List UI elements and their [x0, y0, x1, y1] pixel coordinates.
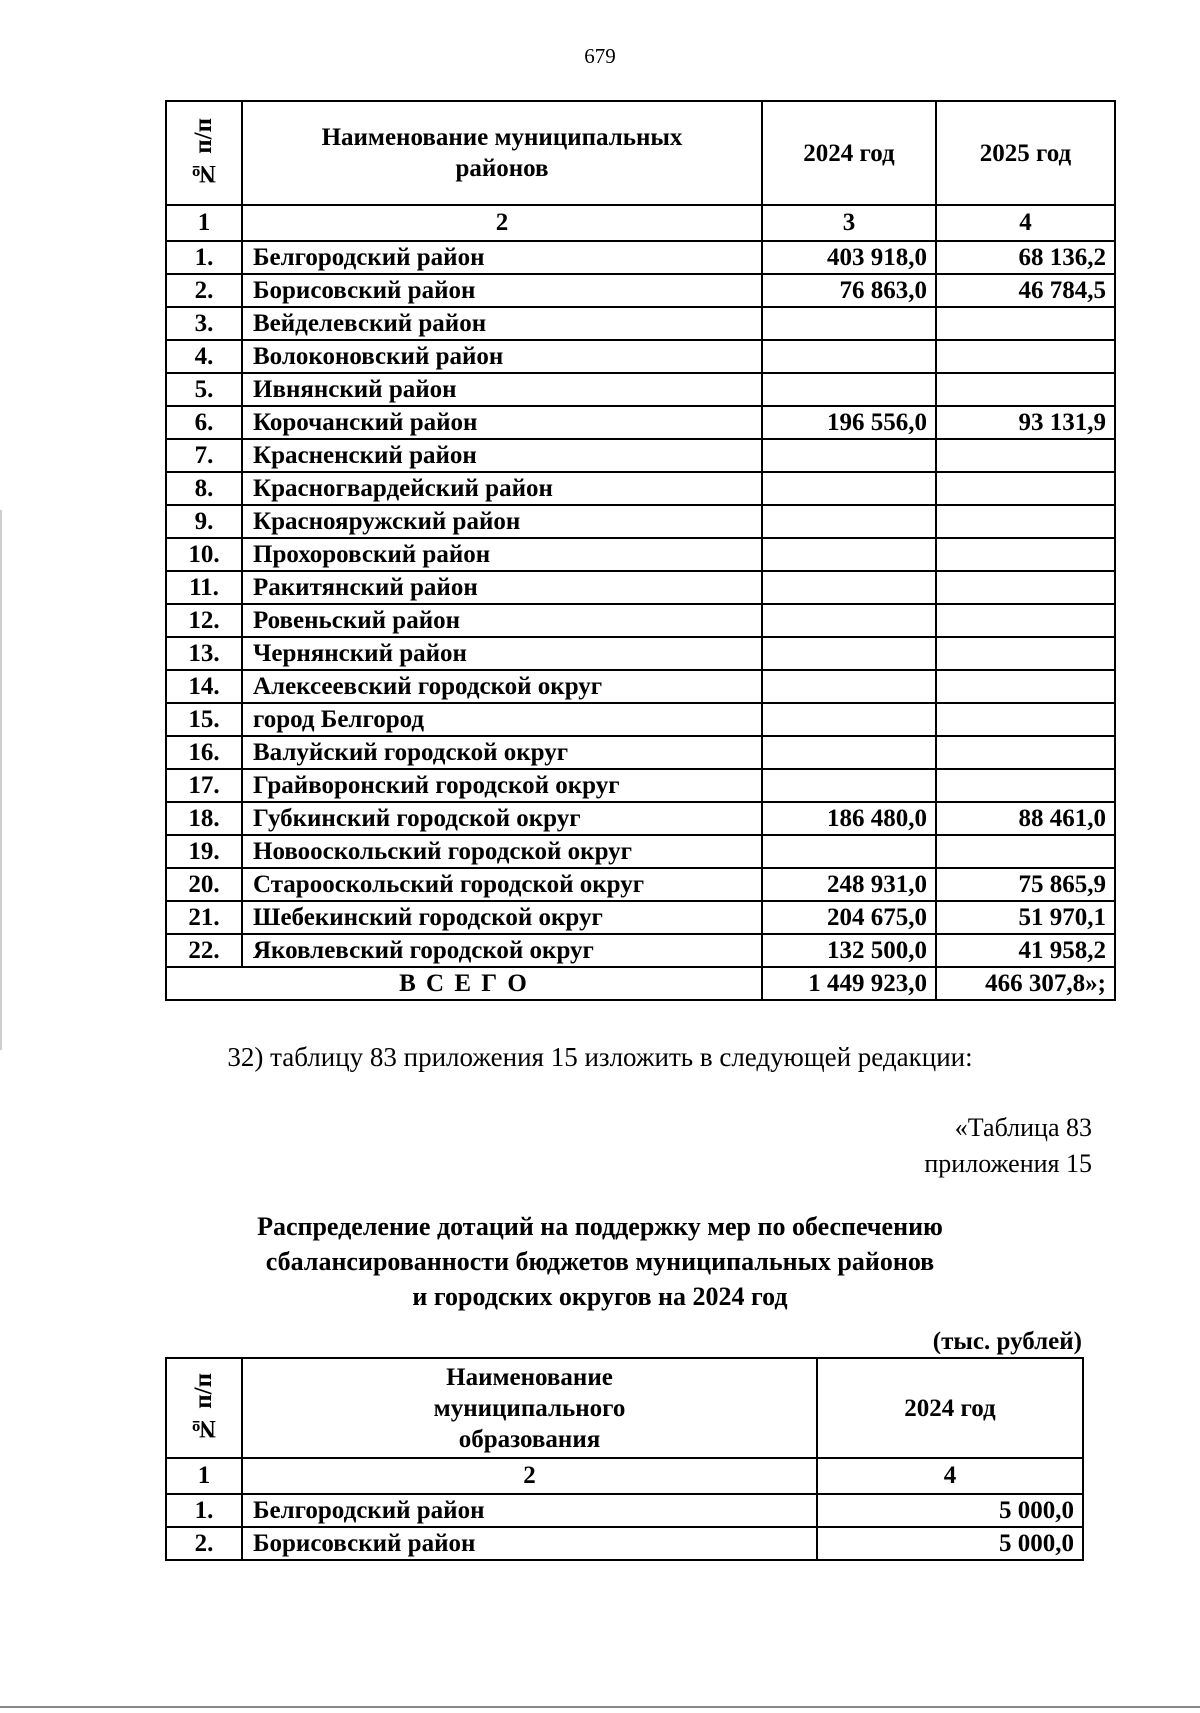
table-row [166, 538, 1115, 571]
row-value: 403 918,0 [762, 241, 936, 274]
row-value: 93 131,9 [936, 406, 1115, 439]
table-row [166, 571, 1115, 604]
table-row [166, 901, 1115, 934]
header-num: № п/п [166, 1358, 242, 1458]
row-number: 15. [166, 703, 242, 736]
row-number: 1. [166, 1494, 242, 1527]
row-value [936, 769, 1115, 802]
row-value [936, 307, 1115, 340]
table-row [166, 274, 1115, 307]
row-value [762, 703, 936, 736]
table-row [166, 703, 1115, 736]
total-row [166, 967, 1115, 1000]
table-row [166, 307, 1115, 340]
row-number: 8. [166, 472, 242, 505]
row-value [936, 670, 1115, 703]
row-value: 51 970,1 [936, 901, 1115, 934]
table-row [166, 835, 1115, 868]
table-row [166, 505, 1115, 538]
col-number: 1 [166, 205, 242, 241]
row-value [762, 736, 936, 769]
scan-margin-line [0, 510, 2, 1050]
col-number: 4 [817, 1458, 1083, 1494]
col-number: 3 [762, 205, 936, 241]
row-name: Красненский район [242, 439, 762, 472]
row-number: 3. [166, 307, 242, 340]
row-value [936, 538, 1115, 571]
row-name: Грайворонский городской округ [242, 769, 762, 802]
col-number: 4 [936, 205, 1115, 241]
row-value [936, 835, 1115, 868]
row-value [936, 505, 1115, 538]
row-value [762, 505, 936, 538]
header-name: Наименование муниципальных районов [242, 101, 762, 205]
row-value [762, 538, 936, 571]
row-value: 5 000,0 [817, 1527, 1083, 1560]
header-2024: 2024 год [817, 1358, 1083, 1458]
table-row [166, 439, 1115, 472]
heading-line2: сбалансированности бюджетов муниципальных районов [265, 1247, 935, 1276]
table-row [166, 868, 1115, 901]
row-value: 75 865,9 [936, 868, 1115, 901]
row-value: 5 000,0 [817, 1494, 1083, 1527]
row-value [936, 472, 1115, 505]
table-row [166, 1527, 1083, 1560]
row-name: Чернянский район [242, 637, 762, 670]
table-row [166, 1494, 1083, 1527]
row-number: 22. [166, 934, 242, 967]
total-2024: 1 449 923,0 [762, 967, 936, 1000]
table-row [166, 802, 1115, 835]
row-number: 1. [166, 241, 242, 274]
row-value [936, 439, 1115, 472]
row-name: Борисовский район [242, 1527, 817, 1560]
row-number: 2. [166, 274, 242, 307]
header-2024: 2024 год [762, 101, 936, 205]
row-number: 11. [166, 571, 242, 604]
row-value [762, 769, 936, 802]
column-number-row [166, 1458, 1083, 1494]
row-name: Борисовский район [242, 274, 762, 307]
row-name: Белгородский район [242, 1494, 817, 1527]
row-value [762, 670, 936, 703]
table-header-row [166, 1358, 1083, 1458]
row-value: 46 784,5 [936, 274, 1115, 307]
col-number: 1 [166, 1458, 242, 1494]
row-name: Ракитянский район [242, 571, 762, 604]
table-row [166, 934, 1115, 967]
table-row [166, 340, 1115, 373]
header-name: Наименование муниципального образования [242, 1358, 817, 1458]
subsidies-table [165, 1357, 1084, 1561]
districts-table [165, 100, 1116, 1001]
row-name: Волоконовский район [242, 340, 762, 373]
row-number: 13. [166, 637, 242, 670]
row-value [762, 571, 936, 604]
row-value [762, 307, 936, 340]
table-label-line1: «Таблица 83 [954, 1113, 1092, 1142]
row-number: 14. [166, 670, 242, 703]
row-name: Красногвардейский район [242, 472, 762, 505]
row-number: 20. [166, 868, 242, 901]
row-value [762, 439, 936, 472]
row-name: Белгородский район [242, 241, 762, 274]
row-name: Старооскольский городской округ [242, 868, 762, 901]
row-value: 186 480,0 [762, 802, 936, 835]
row-value [762, 472, 936, 505]
row-name: Яковлевский городской округ [242, 934, 762, 967]
row-name: Ровеньский район [242, 604, 762, 637]
row-name: Губкинский городской округ [242, 802, 762, 835]
table-row [166, 241, 1115, 274]
total-2025: 466 307,8»; [936, 967, 1115, 1000]
heading-line3: и городских округов на 2024 год [412, 1282, 788, 1311]
row-name: Шебекинский городской округ [242, 901, 762, 934]
row-number: 18. [166, 802, 242, 835]
table-row [166, 769, 1115, 802]
table-row [166, 406, 1115, 439]
header-2025: 2025 год [936, 101, 1115, 205]
row-value: 41 958,2 [936, 934, 1115, 967]
row-name: Новооскольский городской округ [242, 835, 762, 868]
row-number: 10. [166, 538, 242, 571]
row-value: 196 556,0 [762, 406, 936, 439]
row-value [762, 604, 936, 637]
row-value [762, 340, 936, 373]
row-name: Краснояружский район [242, 505, 762, 538]
row-number: 7. [166, 439, 242, 472]
row-number: 5. [166, 373, 242, 406]
row-name: Вейделевский район [242, 307, 762, 340]
col-number: 2 [242, 1458, 817, 1494]
table-heading [0, 1209, 1200, 1314]
table-header-row [166, 101, 1115, 205]
row-number: 21. [166, 901, 242, 934]
table-row [166, 472, 1115, 505]
row-value [936, 637, 1115, 670]
table-row [166, 373, 1115, 406]
row-value: 88 461,0 [936, 802, 1115, 835]
header-num: № п/п [166, 101, 242, 205]
row-value [936, 703, 1115, 736]
unit-label: (тыс. рублей) [932, 1328, 1082, 1355]
row-number: 2. [166, 1527, 242, 1560]
row-value: 68 136,2 [936, 241, 1115, 274]
row-number: 9. [166, 505, 242, 538]
row-number: 12. [166, 604, 242, 637]
row-name: Прохоровский район [242, 538, 762, 571]
row-value: 204 675,0 [762, 901, 936, 934]
row-value [762, 835, 936, 868]
row-name: город Белгород [242, 703, 762, 736]
row-value [936, 736, 1115, 769]
row-number: 4. [166, 340, 242, 373]
row-value: 132 500,0 [762, 934, 936, 967]
row-value: 248 931,0 [762, 868, 936, 901]
row-name: Алексеевский городской округ [242, 670, 762, 703]
table-row [166, 670, 1115, 703]
row-value [762, 373, 936, 406]
heading-line1: Распределение дотаций на поддержку мер по обеспечению [257, 1212, 943, 1241]
row-value: 76 863,0 [762, 274, 936, 307]
row-value [936, 373, 1115, 406]
scan-bottom-line [0, 1706, 1200, 1708]
total-label: В С Е Г О [166, 967, 762, 1000]
row-number: 6. [166, 406, 242, 439]
col-number: 2 [242, 205, 762, 241]
row-value [936, 604, 1115, 637]
table-label [800, 1110, 1092, 1182]
table-row [166, 736, 1115, 769]
row-value [762, 637, 936, 670]
row-number: 19. [166, 835, 242, 868]
row-number: 17. [166, 769, 242, 802]
table-row [166, 637, 1115, 670]
row-name: Корочанский район [242, 406, 762, 439]
row-name: Валуйский городской округ [242, 736, 762, 769]
page-number: 679 [584, 44, 616, 68]
amendment-text: 32) таблицу 83 приложения 15 изложить в следующей редакции: [227, 1042, 973, 1072]
row-name: Ивнянский район [242, 373, 762, 406]
column-number-row [166, 205, 1115, 241]
row-value [936, 571, 1115, 604]
row-value [936, 340, 1115, 373]
row-number: 16. [166, 736, 242, 769]
table-row [166, 604, 1115, 637]
table-label-line2: приложения 15 [924, 1149, 1092, 1178]
